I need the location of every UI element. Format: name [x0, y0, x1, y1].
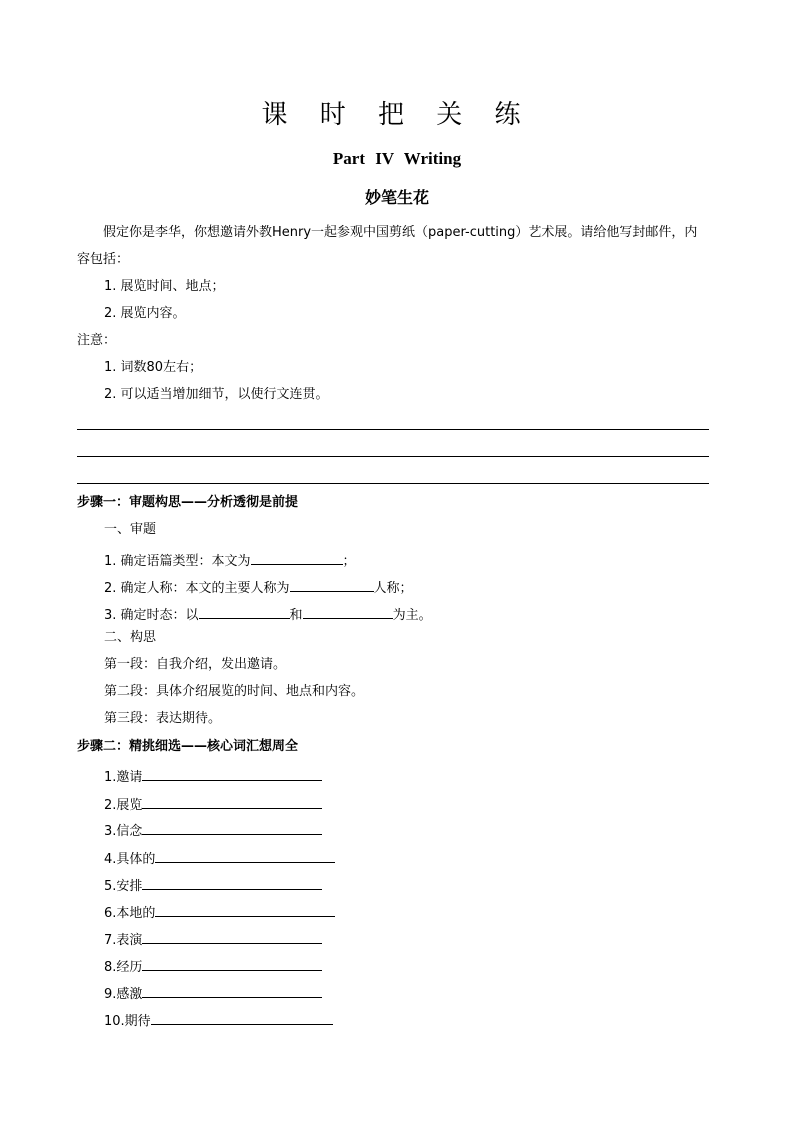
vocab-item [104, 849, 335, 866]
step1-section-outline: 二、构思 [104, 630, 157, 645]
vocab-item [104, 821, 322, 838]
note-item: 2. 可以适当增加细节，以使行文连贯。 [104, 387, 329, 402]
vocab-answer-line[interactable] [155, 849, 335, 863]
question-text: ； [342, 554, 356, 569]
vocab-item [104, 876, 322, 893]
writing-line[interactable] [77, 456, 709, 457]
note-item: 1. 词数80左右； [104, 360, 203, 375]
vocab-answer-line[interactable] [155, 903, 335, 917]
answer-blank[interactable] [290, 577, 374, 592]
vocab-label: 7.表演 [104, 933, 143, 948]
note-label: 注意： [77, 333, 117, 348]
outline-paragraph: 第一段：自我介绍，发出邀请。 [104, 657, 287, 672]
vocab-answer-line[interactable] [142, 876, 322, 890]
vocab-item [104, 1011, 333, 1028]
vocab-answer-line[interactable] [142, 767, 322, 781]
vocab-item [104, 930, 322, 947]
vocab-label: 1.邀请 [104, 770, 143, 785]
prompt-line-2: 容包括： [77, 252, 130, 267]
writing-line[interactable] [77, 429, 709, 430]
vocab-answer-line[interactable] [142, 957, 322, 971]
page-title: 课 时 把 关 练 [261, 100, 533, 130]
vocab-label: 9.感激 [104, 987, 143, 1002]
question-person [104, 577, 413, 595]
prompt-item: 1. 展览时间、地点； [104, 279, 225, 294]
outline-paragraph: 第二段：具体介绍展览的时间、地点和内容。 [104, 684, 365, 699]
question-text: 3. 确定时态：以 [104, 608, 199, 623]
vocab-answer-line[interactable] [142, 984, 322, 998]
vocab-label: 8.经历 [104, 960, 143, 975]
vocab-answer-line[interactable] [142, 930, 322, 944]
prompt-item: 2. 展览内容。 [104, 306, 186, 321]
outline-paragraph: 第三段：表达期待。 [104, 711, 222, 726]
question-genre [104, 550, 356, 568]
vocab-answer-line[interactable] [151, 1011, 333, 1025]
part-title: Part IV Writing [332, 149, 462, 168]
question-text: 2. 确定人称：本文的主要人称为 [104, 581, 290, 596]
vocab-label: 2.展览 [104, 798, 143, 813]
answer-blank[interactable] [199, 604, 290, 619]
answer-blank[interactable] [303, 604, 393, 619]
question-tense [104, 604, 432, 622]
question-text: 为主。 [392, 608, 432, 623]
writing-line[interactable] [77, 483, 709, 484]
vocab-item [104, 767, 322, 784]
vocab-item [104, 957, 322, 974]
prompt-line-1: 假定你是李华，你想邀请外教Henry一起参观中国剪纸（paper-cutting）艺术展。请给他写封邮件，内 [103, 225, 698, 240]
question-text: 和 [289, 608, 303, 623]
vocab-answer-line[interactable] [142, 795, 322, 809]
step1-heading: 步骤一：审题构思——分析透彻是前提 [77, 495, 299, 510]
vocab-label: 5.安排 [104, 879, 143, 894]
question-text: 1. 确定语篇类型：本文为 [104, 554, 251, 569]
vocab-label: 6.本地的 [104, 906, 156, 921]
section-subtitle: 妙笔生花 [364, 188, 429, 207]
vocab-label: 10.期待 [104, 1014, 151, 1029]
vocab-item [104, 795, 322, 812]
answer-blank[interactable] [251, 550, 343, 565]
vocab-label: 4.具体的 [104, 852, 156, 867]
step1-section-review: 一、审题 [104, 522, 157, 537]
vocab-label: 3.信念 [104, 824, 143, 839]
question-text: 人称； [373, 581, 413, 596]
vocab-answer-line[interactable] [142, 821, 322, 835]
vocab-item [104, 984, 322, 1001]
vocab-item [104, 903, 335, 920]
step2-heading: 步骤二：精挑细选——核心词汇想周全 [77, 739, 299, 754]
